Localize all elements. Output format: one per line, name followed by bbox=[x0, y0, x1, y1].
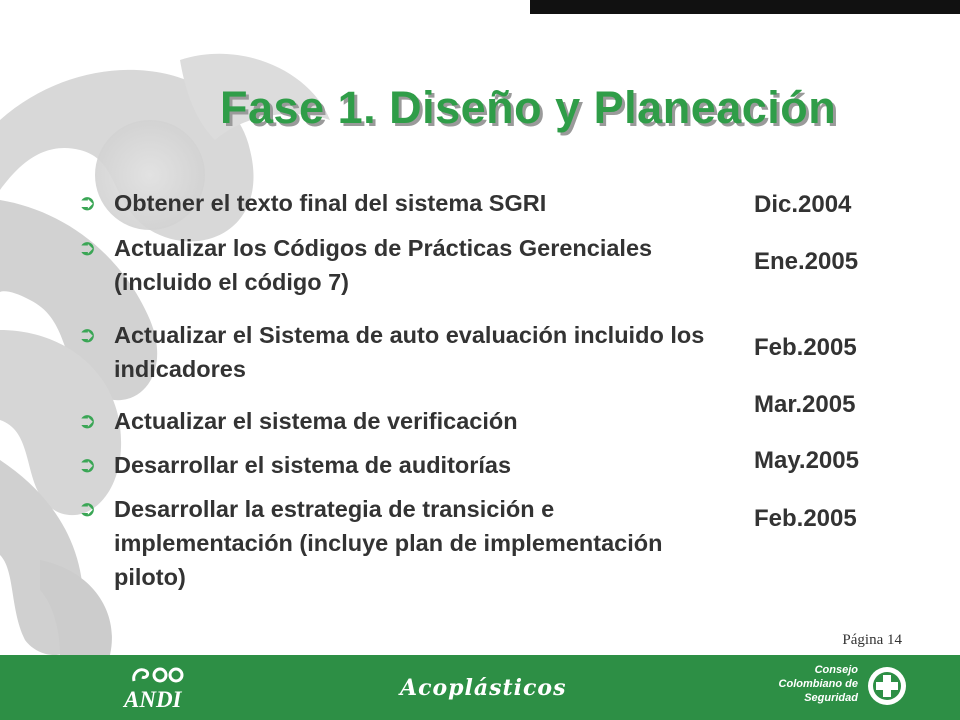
bullet-arrow-icon: ➲ bbox=[78, 452, 97, 477]
list-item bbox=[78, 448, 718, 482]
list-item bbox=[78, 231, 718, 299]
ccs-logo-line: Seguridad bbox=[804, 692, 858, 704]
acoplasticos-logo bbox=[400, 675, 567, 701]
page-number: Página 14 bbox=[842, 632, 902, 648]
bullet-text: Actualizar el Sistema de auto evaluación incluido los indicadores bbox=[114, 322, 705, 382]
bullet-arrow-icon: ➲ bbox=[78, 496, 97, 521]
list-item bbox=[78, 404, 718, 438]
top-bar bbox=[530, 0, 960, 14]
date-label: May.2005 bbox=[754, 447, 859, 474]
list-item bbox=[78, 318, 718, 386]
cross-icon bbox=[866, 665, 908, 707]
list-item bbox=[78, 186, 718, 220]
bullet-text: Actualizar el sistema de verificación bbox=[114, 408, 518, 434]
footer-bar bbox=[0, 655, 960, 720]
andi-logo bbox=[118, 661, 198, 716]
date-label: Dic.2004 bbox=[754, 191, 852, 218]
andi-logo-icon bbox=[130, 665, 190, 685]
bullet-arrow-icon: ➲ bbox=[78, 235, 97, 260]
date-label: Ene.2005 bbox=[754, 248, 859, 275]
list-item bbox=[78, 492, 718, 594]
slide-title: Fase 1. Diseño y Planeación bbox=[220, 82, 837, 133]
date-label: Feb.2005 bbox=[754, 505, 857, 532]
bullet-text: Obtener el texto final del sistema SGRI bbox=[114, 190, 547, 216]
bullet-text: Desarrollar la estrategia de transición e implementación (incluye plan de implementación piloto) bbox=[114, 496, 663, 590]
bullet-arrow-icon: ➲ bbox=[78, 190, 97, 215]
acoplasticos-logo-text: Acoplásticos bbox=[400, 675, 567, 701]
date-label: Feb.2005 bbox=[754, 334, 857, 361]
ccs-logo bbox=[770, 661, 920, 717]
ccs-logo-line: Colombiano de bbox=[778, 678, 858, 690]
bullet-arrow-icon: ➲ bbox=[78, 408, 97, 433]
ccs-logo-line: Consejo bbox=[814, 664, 858, 676]
andi-logo-text: ANDI bbox=[124, 687, 182, 712]
bullet-text: Actualizar los Códigos de Prácticas Gerenciales (incluido el código 7) bbox=[114, 235, 653, 295]
bullet-arrow-icon: ➲ bbox=[78, 322, 97, 347]
bullet-text: Desarrollar el sistema de auditorías bbox=[114, 452, 512, 478]
date-label: Mar.2005 bbox=[754, 391, 856, 418]
